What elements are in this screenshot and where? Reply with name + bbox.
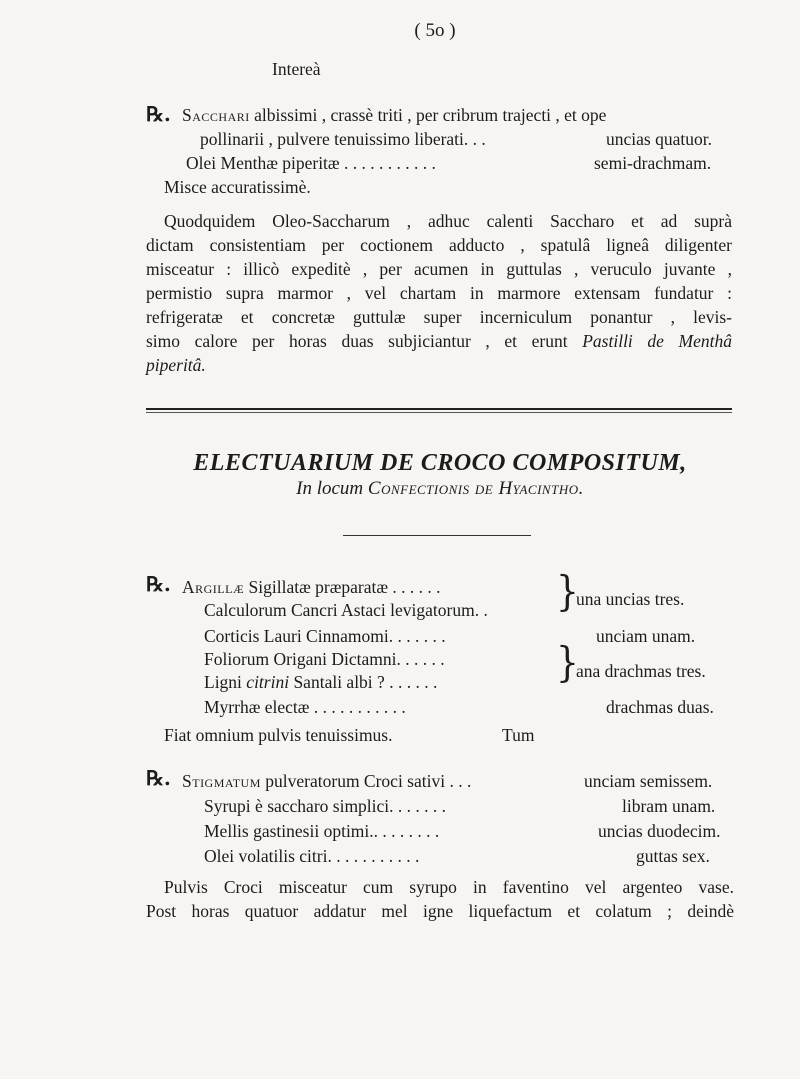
paragraph1-line: refrigeratæ et concretæ guttulæ super incerniculum ponantur , levis-	[146, 307, 732, 327]
subtitle-prefix: In locum	[296, 478, 364, 499]
page-number: ( 5o )	[414, 20, 456, 41]
recipe2-item: Foliorum Origani Dictamni. . . . . .	[204, 649, 445, 669]
small-divider	[343, 535, 531, 536]
ingredient-text: albissimi , crassè triti , per cribrum trajecti , et ope	[254, 105, 607, 125]
section-divider	[146, 408, 732, 413]
paragraph2-line: Pulvis Croci misceatur cum syrupo in faventino vel argenteo vase.	[164, 877, 734, 897]
recipe1-line2: pollinarii , pulvere tenuissimo liberati. . .	[200, 129, 486, 149]
ingredient-head: Sacchari	[182, 105, 250, 125]
recipe2-item	[182, 576, 441, 598]
section-title: ELECTUARIUM DE CROCO COMPOSITUM,	[193, 450, 687, 476]
paragraph1-last-line: piperitâ.	[146, 355, 206, 375]
recipe-symbol: ℞.	[146, 102, 171, 126]
paragraph1-italic-end: Pastilli de Menthâ	[582, 331, 732, 351]
ingredient-text: Ligni	[204, 672, 242, 692]
recipe2-qty-single: unciam unam.	[596, 626, 696, 646]
ingredient-text: Santali albi ? . . . . . .	[293, 672, 438, 692]
subtitle-smallcaps: Confectionis de Hyacintho.	[367, 478, 584, 499]
paragraph1-line: dictam consistentiam per coctionem adducto , spatulâ ligneâ diligenter	[146, 235, 732, 255]
recipe3-qty: unciam semissem.	[584, 771, 713, 791]
recipe1-line2-qty: uncias quatuor.	[606, 129, 712, 149]
recipe2-qty-group2: ana drachmas tres.	[576, 661, 706, 681]
recipe-symbol: ℞.	[146, 766, 171, 790]
ingredient-italic: citrini	[246, 672, 290, 692]
recipe3-item	[182, 770, 471, 792]
ingredient-head: Argillæ	[182, 577, 245, 597]
ingredient-text: pulveratorum Croci sativi . . .	[265, 771, 472, 791]
recipe3-item: Syrupi è saccharo simplici. . . . . . .	[204, 796, 447, 816]
recipe-symbol: ℞.	[146, 572, 171, 596]
recipe3-qty: libram unam.	[622, 796, 716, 816]
recipe3-qty: guttas sex.	[636, 846, 710, 866]
brace-icon: }	[556, 568, 579, 616]
paragraph1-line-last-wrap	[146, 330, 732, 352]
recipe1-line3: Olei Menthæ piperitæ . . . . . . . . . . .	[186, 153, 436, 173]
intro-word: Intereà	[272, 59, 321, 79]
paragraph1-line: simo calore per horas duas subjiciantur , et erunt	[146, 331, 568, 351]
recipe3-qty: uncias duodecim.	[598, 821, 721, 841]
recipe3-item: Mellis gastinesii optimi.. . . . . . . .	[204, 821, 440, 841]
recipe1-line1	[182, 104, 606, 126]
recipe2-qty-last: drachmas duas.	[606, 697, 714, 717]
section-subtitle	[0, 478, 800, 500]
recipe2-item: Corticis Lauri Cinnamomi. . . . . . .	[204, 626, 446, 646]
ingredient-head: Stigmatum	[182, 771, 261, 791]
paragraph1-line: misceatur : illicò expeditè , per acumen in guttulas , veruculo juvante ,	[146, 259, 732, 279]
recipe2-footer-word: Tum	[502, 725, 535, 745]
paragraph1-line: Quodquidem Oleo-Saccharum , adhuc calenti Saccharo et ad suprà	[164, 211, 732, 231]
recipe3-item: Olei volatilis citri. . . . . . . . . . .	[204, 846, 420, 866]
ingredient-text: Sigillatæ præparatæ . . . . . .	[248, 577, 441, 597]
paragraph1-line: permistio supra marmor , vel chartam in marmore extensam fundatur :	[146, 283, 732, 303]
recipe2-item: Calculorum Cancri Astaci levigatorum. .	[204, 600, 488, 620]
recipe2-footer: Fiat omnium pulvis tenuissimus.	[164, 725, 393, 745]
recipe1-line3-qty: semi-drachmam.	[594, 153, 712, 173]
recipe2-qty-group1: una uncias tres.	[576, 589, 685, 609]
recipe2-item: Myrrhæ electæ . . . . . . . . . . .	[204, 697, 406, 717]
brace-icon: }	[556, 639, 579, 687]
recipe2-item	[204, 671, 437, 693]
paragraph2-line: Post horas quatuor addatur mel igne liquefactum et colatum ; deindè	[146, 901, 734, 921]
recipe1-line4: Misce accuratissimè.	[164, 177, 311, 197]
